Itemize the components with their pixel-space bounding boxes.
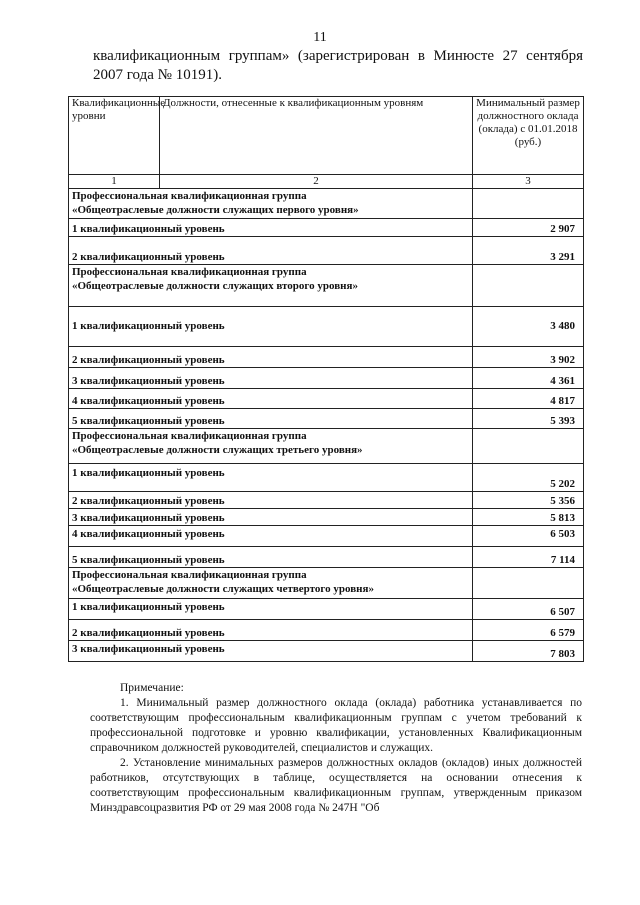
level-label: 2 квалификационный уровень bbox=[69, 492, 473, 509]
column-number: 3 bbox=[473, 175, 584, 189]
salary-value: 5 813 bbox=[473, 509, 584, 526]
table-row bbox=[69, 620, 584, 641]
salary-value: 2 907 bbox=[473, 219, 584, 237]
group-title bbox=[69, 189, 473, 219]
level-label: 4 квалификационный уровень bbox=[69, 389, 473, 409]
column-number-row bbox=[69, 175, 584, 189]
intro-line-2: 2007 года № 10191). bbox=[93, 67, 222, 83]
notes-section bbox=[90, 681, 582, 816]
table-row bbox=[69, 237, 584, 265]
group-title bbox=[69, 429, 473, 464]
salary-value: 3 902 bbox=[473, 347, 584, 368]
table-row bbox=[69, 219, 584, 237]
group-title-line: Профессиональная квалификационная группа bbox=[72, 190, 307, 202]
table-row bbox=[69, 526, 584, 547]
group-title-line: «Общеотраслевые должности служащих четвертого уровня» bbox=[72, 583, 374, 595]
level-label: 3 квалификационный уровень bbox=[69, 509, 473, 526]
salary-value: 3 291 bbox=[473, 237, 584, 265]
group-title-line: «Общеотраслевые должности служащих второго уровня» bbox=[72, 280, 358, 292]
level-label: 2 квалификационный уровень bbox=[69, 237, 473, 265]
group-row bbox=[69, 429, 584, 464]
group-title-line: Профессиональная квалификационная группа bbox=[72, 430, 307, 442]
level-label: 1 квалификационный уровень bbox=[69, 219, 473, 237]
notes-paragraph-2: 2. Установление минимальных размеров должностных окладов (окладов) иных должностей работников, отсутствующих в таблице, осуществляется на основании отнесения к соответствующим профессиональным квалификационным группам, утвержденным приказом Минздравсоцразвития РФ от 29 мая 2008 года № 247Н "Об bbox=[90, 757, 582, 814]
column-number: 1 bbox=[69, 175, 160, 189]
table-row bbox=[69, 389, 584, 409]
notes-title: Примечание: bbox=[120, 682, 184, 694]
salary-value: 3 480 bbox=[473, 307, 584, 347]
notes-paragraph-1: 1. Минимальный размер должностного оклада (оклада) работника устанавливается по соответствующим профессиональным квалификационным группам с учетом требований к профессиональной подготовке и уровню квалификации, установленных Квалификационным справочником должностей руководителей, специалистов и служащих. bbox=[90, 697, 582, 754]
salary-value: 6 579 bbox=[473, 620, 584, 641]
empty-cell bbox=[473, 429, 584, 464]
level-label: 1 квалификационный уровень bbox=[69, 307, 473, 347]
level-label: 2 квалификационный уровень bbox=[69, 347, 473, 368]
group-title-line: «Общеотраслевые должности служащих первого уровня» bbox=[72, 204, 359, 216]
salary-value: 5 202 bbox=[473, 464, 584, 492]
level-label: 4 квалификационный уровень bbox=[69, 526, 473, 547]
salary-value: 4 361 bbox=[473, 368, 584, 389]
table-row bbox=[69, 492, 584, 509]
table-row bbox=[69, 599, 584, 620]
table-row bbox=[69, 347, 584, 368]
table-row bbox=[69, 547, 584, 568]
salary-value: 6 503 bbox=[473, 526, 584, 547]
salary-table bbox=[68, 96, 584, 662]
table-row bbox=[69, 464, 584, 492]
group-title bbox=[69, 568, 473, 599]
salary-value: 4 817 bbox=[473, 389, 584, 409]
column-number: 2 bbox=[160, 175, 473, 189]
group-title-line: Профессиональная квалификационная группа bbox=[72, 266, 307, 278]
salary-value: 5 356 bbox=[473, 492, 584, 509]
salary-value: 5 393 bbox=[473, 409, 584, 429]
level-label: 1 квалификационный уровень bbox=[69, 464, 473, 492]
empty-cell bbox=[473, 568, 584, 599]
group-title-line: «Общеотраслевые должности служащих третьего уровня» bbox=[72, 444, 363, 456]
group-row bbox=[69, 265, 584, 307]
table-row bbox=[69, 509, 584, 526]
level-label: 2 квалификационный уровень bbox=[69, 620, 473, 641]
empty-cell bbox=[473, 265, 584, 307]
empty-cell bbox=[473, 189, 584, 219]
intro-line-1: квалификационным группам» (зарегистрирован в Минюсте 27 сентября bbox=[93, 48, 583, 64]
level-label: 5 квалификационный уровень bbox=[69, 409, 473, 429]
table-row bbox=[69, 368, 584, 389]
level-label: 3 квалификационный уровень bbox=[69, 368, 473, 389]
group-row bbox=[69, 189, 584, 219]
header-minimum-salary: Минимальный размер должностного оклада (оклада) с 01.01.2018 (руб.) bbox=[473, 97, 584, 175]
header-positions: Должности, отнесенные к квалификационным уровням bbox=[160, 97, 473, 175]
intro-paragraph bbox=[93, 47, 583, 85]
level-label: 3 квалификационный уровень bbox=[69, 641, 473, 662]
salary-value: 6 507 bbox=[473, 599, 584, 620]
level-label: 5 квалификационный уровень bbox=[69, 547, 473, 568]
table-header-row bbox=[69, 97, 584, 175]
group-row bbox=[69, 568, 584, 599]
level-label: 1 квалификационный уровень bbox=[69, 599, 473, 620]
page-number: 11 bbox=[313, 30, 327, 45]
header-qualification-levels: Квалификационные уровни bbox=[69, 97, 160, 175]
salary-value: 7 114 bbox=[473, 547, 584, 568]
table-row bbox=[69, 307, 584, 347]
salary-value: 7 803 bbox=[473, 641, 584, 662]
group-title-line: Профессиональная квалификационная группа bbox=[72, 569, 307, 581]
group-title bbox=[69, 265, 473, 307]
table-row bbox=[69, 409, 584, 429]
table-row bbox=[69, 641, 584, 662]
